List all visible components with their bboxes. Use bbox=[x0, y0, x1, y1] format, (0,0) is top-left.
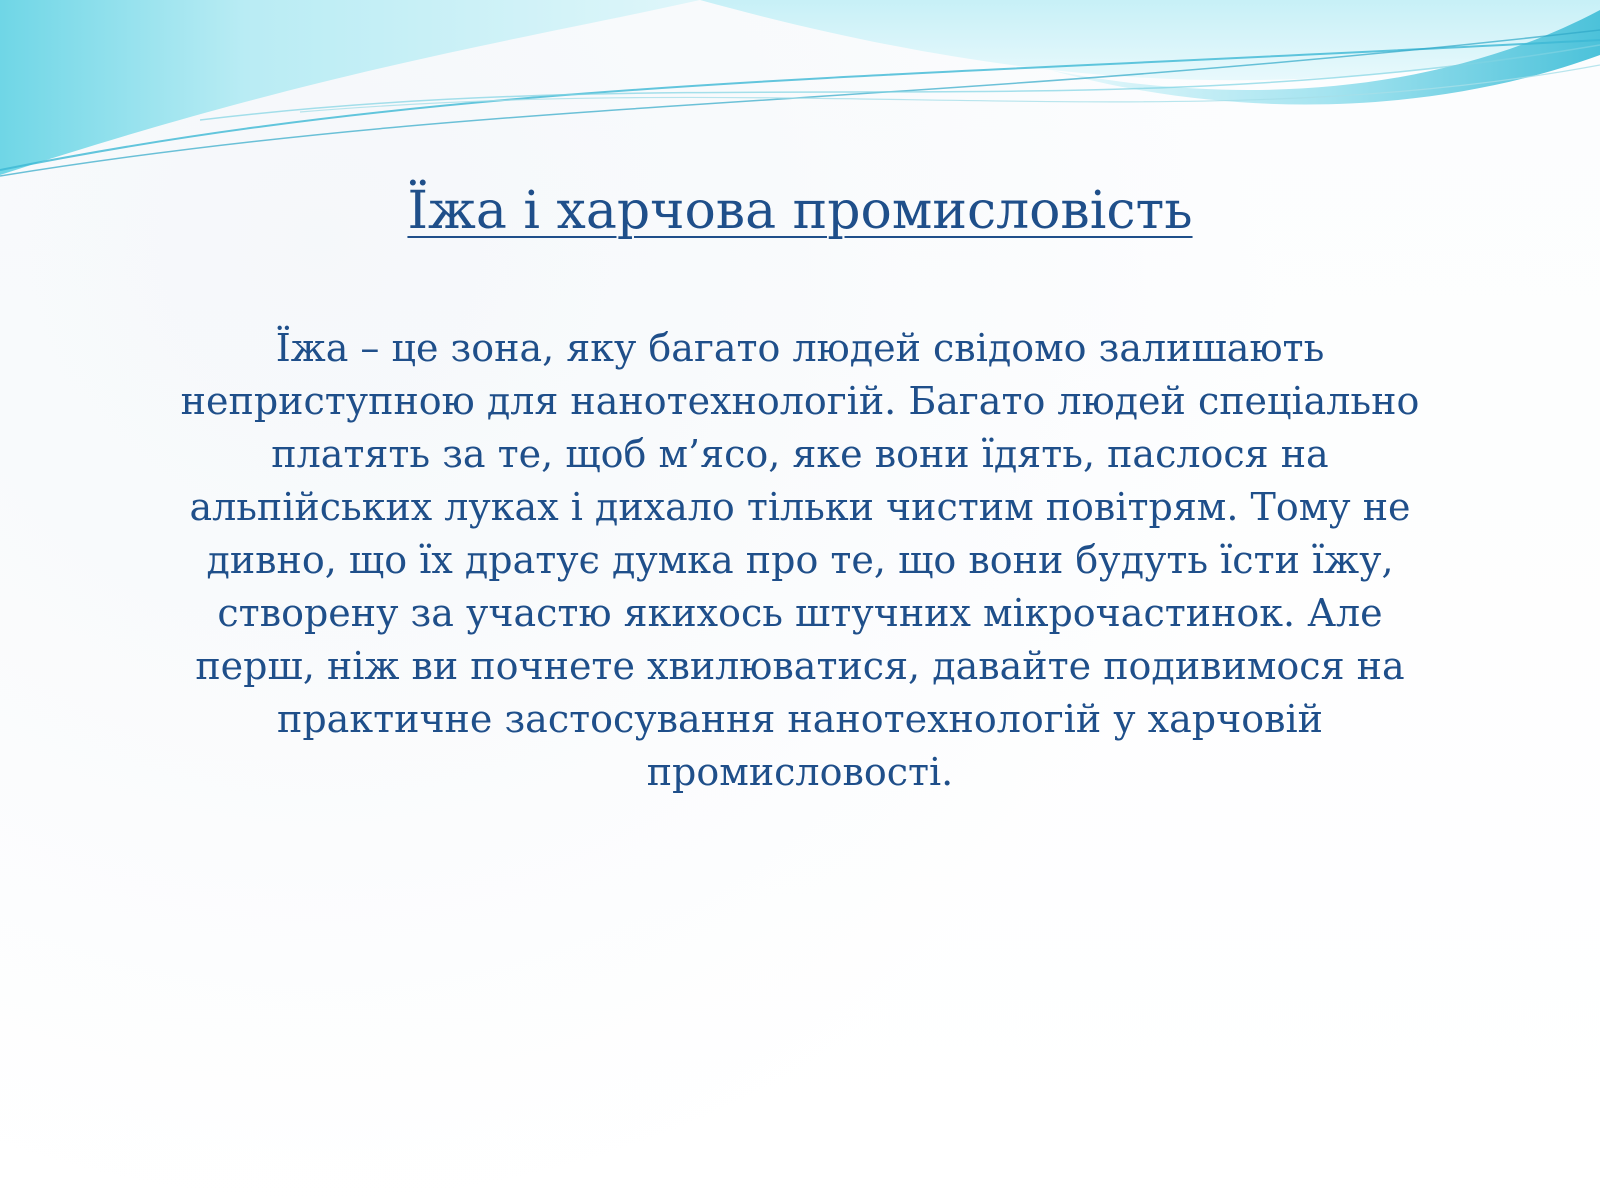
wave-left bbox=[0, 0, 700, 175]
slide-body-text: Їжа – це зона, яку багато людей свідомо залишають неприступною для нанотехнологій. Багато людей спеціально платять за те, щоб м’ясо, яке вони їдять, паслося на альпійських луках і дихало тільки чистим повітрям. Тому не дивно, що їх дратує думка про те, що вони будуть їсти їжу, створену за участю якихось штучних мікрочастинок. Але перш, ніж ви почнете хвилюватися, давайте подивимося на практичне застосування нанотехнологій у харчовій промисловості. bbox=[180, 326, 1420, 794]
slide-title-text: Їжа і харчова промисловість bbox=[407, 181, 1193, 241]
slide-title bbox=[0, 180, 1600, 242]
header-wave-decoration bbox=[0, 0, 1600, 200]
